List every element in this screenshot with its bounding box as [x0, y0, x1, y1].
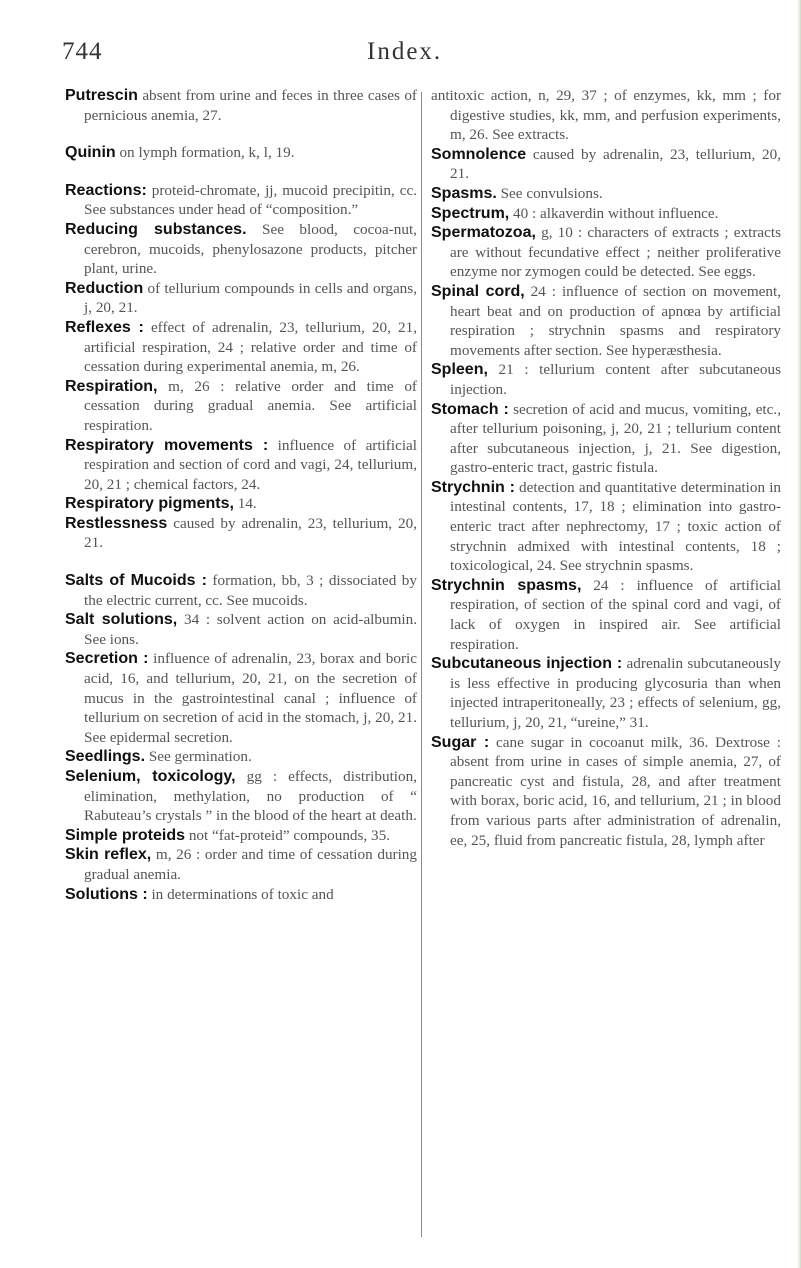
entry-text: See convulsions. [496, 184, 603, 202]
entry-heading: Skin reflex, [65, 846, 152, 864]
entry-heading: Stomach : [431, 400, 509, 418]
index-entry [65, 220, 417, 279]
entry-text: detection and quantitative determination in intestinal contents, 17, 18 ; elimination into gastro-enteric tract after nephrectomy, 17 ; toxic action of strychnin admixed with intestinal contents, 18 ; toxicological, 24. See strychnin spasms. [450, 478, 782, 575]
entry-text: secretion of acid and mucus, vomiting, etc., after tellurium poisoning, j, 20, 21 ; tellurium content after subcutaneous injection, j, 21. See digestion, gastro-enteric tract, gastric fistula. [450, 400, 781, 477]
entry-heading: Quinin [65, 144, 116, 162]
entry-heading: Subcutaneous injection : [431, 655, 623, 673]
index-entry [431, 86, 781, 145]
entry-heading: Salts of Mucoids : [65, 572, 207, 590]
entry-text: See blood, cocoa-nut, cerebron, mucoids, phenylosazone products, pitcher plant, urine. [84, 220, 417, 278]
entry-heading: Seedlings. [65, 748, 146, 766]
entry-heading: Sugar : [431, 733, 490, 751]
column-divider [421, 92, 422, 1237]
entry-text: proteid-chromate, jj, mucoid precipitin, cc. See substances under head of “composition.” [84, 181, 417, 219]
entry-heading: Strychnin : [431, 478, 515, 496]
index-entry [65, 143, 417, 163]
index-entry [65, 377, 417, 436]
entry-text: 21 : tellurium content after subcutaneous injection. [450, 361, 781, 398]
index-entry [431, 223, 781, 282]
entry-text: 34 : solvent action on acid-albumin. See ions. [84, 611, 418, 648]
index-entry [65, 436, 417, 495]
entry-text: influence of adrenalin, 23, borax and boric acid, 16, and tellurium, 20, 21, on the secretion of mucus in the gastrointestinal canal ; influence of tellurium on secretion of acid in the stomach, j, 20, 21. See epidermal secretion. [84, 650, 417, 746]
index-entry [65, 826, 417, 846]
entry-heading: Selenium, toxicology, [65, 768, 236, 785]
entry-text: cane sugar in cocoanut milk, 36. Dextrose : absent from urine in cases of simple anemia, 27, of pancreatic cyst and fistula, 28, and after treatment with borax, boric acid, 16, and tellurium, 21 ; in blood from various parts after administration of adrenalin, ee, 25, fluid from pancreatic fistula, 28, lymph after [450, 733, 781, 849]
entry-text: not “fat-proteid” compounds, 35. [185, 826, 391, 844]
entry-heading: Restlessness [65, 514, 168, 532]
index-entry [65, 747, 417, 767]
entry-text: in determinations of toxic and [147, 885, 334, 903]
index-column-right [431, 86, 781, 850]
entry-text: g, 10 : characters of extracts ; extracts are without fecundative effect ; neither proliferative enzyme nor zymogen could be detected. See eggs. [450, 224, 781, 281]
index-entry [65, 767, 417, 826]
entry-heading: Strychnin spasms, [431, 576, 582, 594]
entry-text: caused by adrenalin, 23, tellurium, 20, 21. [84, 514, 417, 552]
index-entry [431, 576, 781, 654]
entry-heading: Reducing substances. [65, 220, 247, 238]
entry-heading: Spectrum, [431, 204, 510, 222]
entry-text: 24 : influence of section on movement, heart beat and on production of apnœa by artificial respiration ; strychnin spasms and respiratory movements after section. See hyperæsthesia. [450, 282, 781, 359]
index-entry [431, 282, 781, 360]
entry-text: caused by adrenalin, 23, tellurium, 20, 21. [450, 145, 781, 183]
entry-heading: Respiration, [65, 377, 158, 395]
index-entry [431, 145, 781, 184]
index-column-left [65, 86, 417, 904]
page-number: 744 [62, 38, 103, 65]
index-entry [431, 204, 781, 224]
entry-text: m, 26 : relative order and time of cessation during gradual anemia. See artificial respiration. [84, 377, 417, 434]
index-entry [65, 649, 417, 747]
index-entry [431, 733, 781, 851]
entry-heading: Respiratory movements : [65, 436, 269, 454]
index-entry [65, 279, 417, 318]
index-entry [65, 494, 417, 514]
entry-text: gg : effects, distribution, elimination, methylation, no production of “ Rabuteau’s crystals ” in the blood of the heart at death. [84, 768, 417, 825]
entry-heading: Reactions: [65, 181, 147, 199]
entry-text: on lymph formation, k, l, 19. [115, 144, 295, 162]
entry-text: antitoxic action, n, 29, 37 ; of enzymes, kk, mm ; for digestive studies, kk, mm, and perfusion experiments, m, 26. See extracts. [431, 87, 781, 144]
entry-heading: Spermatozoa, [431, 224, 536, 242]
index-entry [65, 181, 417, 220]
entry-text: influence of artificial respiration and section of cord and vagi, 24, tellurium, 20, 21 ; chemical factors, 24. [84, 436, 418, 493]
page-edge [797, 0, 801, 1268]
entry-heading: Spleen, [431, 361, 488, 379]
index-entry [65, 86, 417, 125]
entry-heading: Spasms. [431, 184, 497, 202]
index-entry [431, 654, 781, 732]
entry-heading: Reflexes : [65, 318, 144, 336]
index-entry [65, 885, 417, 905]
entry-text: effect of adrenalin, 23, tellurium, 20, 21, artificial respiration, 24 ; relative order and time of cessation during experimental anemia, m, 26. [84, 318, 417, 376]
page-header [0, 38, 801, 78]
entry-text: absent from urine and feces in three cases of pernicious anemia, 27. [84, 87, 417, 124]
entry-text: 40 : alkaverdin without influence. [509, 204, 719, 222]
entry-text: formation, bb, 3 ; dissociated by the electric current, cc. See mucoids. [84, 572, 417, 609]
index-entry [431, 400, 781, 478]
index-entry [431, 184, 781, 204]
entry-heading: Secretion : [65, 650, 149, 668]
entry-heading: Solutions : [65, 885, 148, 903]
entry-heading: Putrescin [65, 87, 138, 104]
index-entry [65, 514, 417, 553]
running-head: Index. [367, 38, 443, 65]
entry-heading: Spinal cord, [431, 282, 525, 300]
index-entry [65, 610, 417, 649]
entry-heading: Somnolence [431, 145, 527, 163]
index-entry [65, 318, 417, 377]
entry-heading: Reduction [65, 279, 144, 297]
entry-text: 14. [233, 495, 257, 513]
entry-heading: Salt solutions, [65, 611, 178, 629]
entry-text: See germination. [145, 748, 252, 766]
entry-text: 24 : influence of artificial respiration, of section of the spinal cord and vagi, of lack of oxygen in inspired air. See artificial respiration. [450, 576, 781, 653]
entry-heading: Simple proteids [65, 826, 186, 844]
entry-heading: Respiratory pigments, [65, 495, 234, 513]
index-entry [431, 478, 781, 576]
index-entry [65, 845, 417, 884]
entry-text: adrenalin subcutaneously is less effective in producing glycosuria than when injected intraperitoneally, 23 ; effects of selenium, gg, tellurium, j, 20, 21, “ureine,” 31. [450, 655, 781, 731]
entry-text: m, 26 : order and time of cessation during gradual anemia. [84, 846, 417, 883]
index-entry [65, 571, 417, 610]
entry-text: of tellurium compounds in cells and organs, j, 20, 21. [84, 279, 417, 317]
index-entry [431, 360, 781, 399]
